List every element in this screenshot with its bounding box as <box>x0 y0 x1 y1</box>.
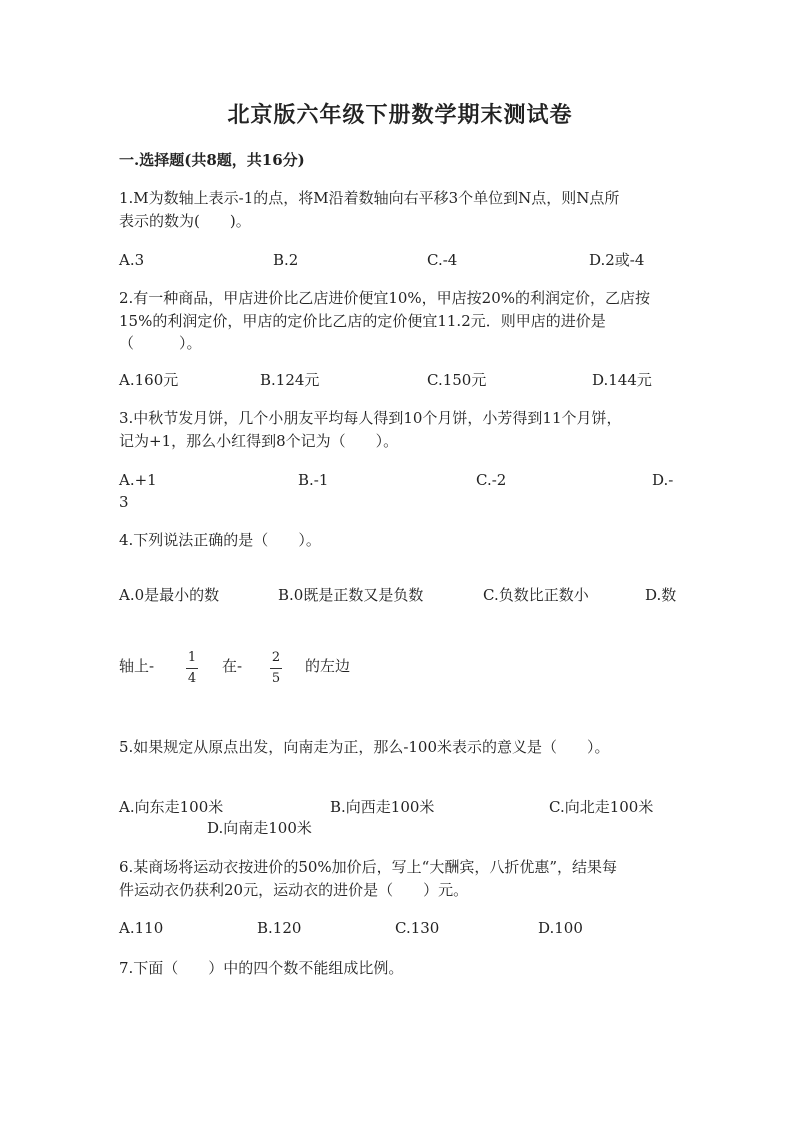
question-1-option-d: D.2或-4 <box>589 251 645 269</box>
question-4-option-d: D.数 <box>645 586 677 604</box>
fraction-bar <box>270 668 282 669</box>
question-2-text: 2.有一种商品，甲店进价比乙店进价便宜10%，甲店按20%的利润定价，乙店按 <box>119 289 650 307</box>
question-1-option-b: B.2 <box>273 251 299 269</box>
fraction-denominator: 5 <box>271 671 281 686</box>
question-6-option-c: C.130 <box>395 919 440 937</box>
fraction-numerator: 2 <box>271 650 281 665</box>
question-2-option-a: A.160元 <box>119 371 179 389</box>
question-4-option-d-suffix: 的左边 <box>305 657 351 675</box>
question-5-option-c: C.向北走100米 <box>549 798 654 816</box>
question-1-option-a: A.3 <box>119 251 145 269</box>
question-4-option-d-prefix: 轴上- <box>119 657 155 675</box>
question-6-text: 6.某商场将运动衣按进价的50%加价后，写上“大酬宾，八折优惠”，结果每 <box>119 858 617 876</box>
question-6-option-d: D.100 <box>538 919 583 937</box>
question-5-text: 5.如果规定从原点出发，向南走为正，那么-100米表示的意义是（ ）。 <box>119 738 610 756</box>
question-7-text: 7.下面（ ）中的四个数不能组成比例。 <box>119 959 404 977</box>
section-heading: 一.选择题(共8题，共16分) <box>119 151 305 169</box>
fraction-one-quarter <box>185 650 199 687</box>
question-4-option-a: A.0是最小的数 <box>119 586 220 604</box>
question-1-text: 1.M为数轴上表示-1的点，将M沿着数轴向右平移3个单位到N点，则N点所 <box>119 189 620 207</box>
question-2-text-cont2: （ ）。 <box>119 334 202 352</box>
question-2-text-cont: 15%的利润定价，甲店的定价比乙店的定价便宜11.2元．则甲店的进价是 <box>119 312 606 330</box>
question-3-option-a: A.+1 <box>119 471 157 489</box>
fraction-bar <box>186 668 198 669</box>
question-6-option-b: B.120 <box>257 919 302 937</box>
question-6-option-a: A.110 <box>119 919 164 937</box>
question-3-option-b: B.-1 <box>298 471 329 489</box>
question-5-option-a: A.向东走100米 <box>119 798 224 816</box>
fraction-numerator: 1 <box>187 650 197 665</box>
question-2-option-b: B.124元 <box>260 371 320 389</box>
question-2-option-d: D.144元 <box>592 371 652 389</box>
page-title: 北京版六年级下册数学期末测试卷 <box>227 102 573 128</box>
question-3-option-c: C.-2 <box>476 471 507 489</box>
question-3-text: 3.中秋节发月饼，几个小朋友平均每人得到10个月饼，小芳得到11个月饼， <box>119 409 622 427</box>
question-3-option-d: D.- <box>652 471 674 489</box>
question-4-text: 4.下列说法正确的是（ ）。 <box>119 531 321 549</box>
question-2-option-c: C.150元 <box>427 371 487 389</box>
question-5-option-d: D.向南走100米 <box>207 819 312 837</box>
question-4-option-b: B.0既是正数又是负数 <box>278 586 424 604</box>
question-4-option-c: C.负数比正数小 <box>483 586 589 604</box>
question-5-option-b: B.向西走100米 <box>330 798 435 816</box>
question-3-text-cont: 记为+1，那么小红得到8个记为（ ）。 <box>119 432 399 450</box>
fraction-two-fifths <box>269 650 283 687</box>
question-6-text-cont: 件运动衣仍获利20元，运动衣的进价是（ ）元。 <box>119 881 469 899</box>
question-4-option-d-mid: 在- <box>222 657 243 675</box>
question-1-option-c: C.-4 <box>427 251 458 269</box>
fraction-denominator: 4 <box>187 671 197 686</box>
question-1-text-cont: 表示的数为( )。 <box>119 212 251 230</box>
question-3-option-d-wrap: 3 <box>119 493 129 511</box>
